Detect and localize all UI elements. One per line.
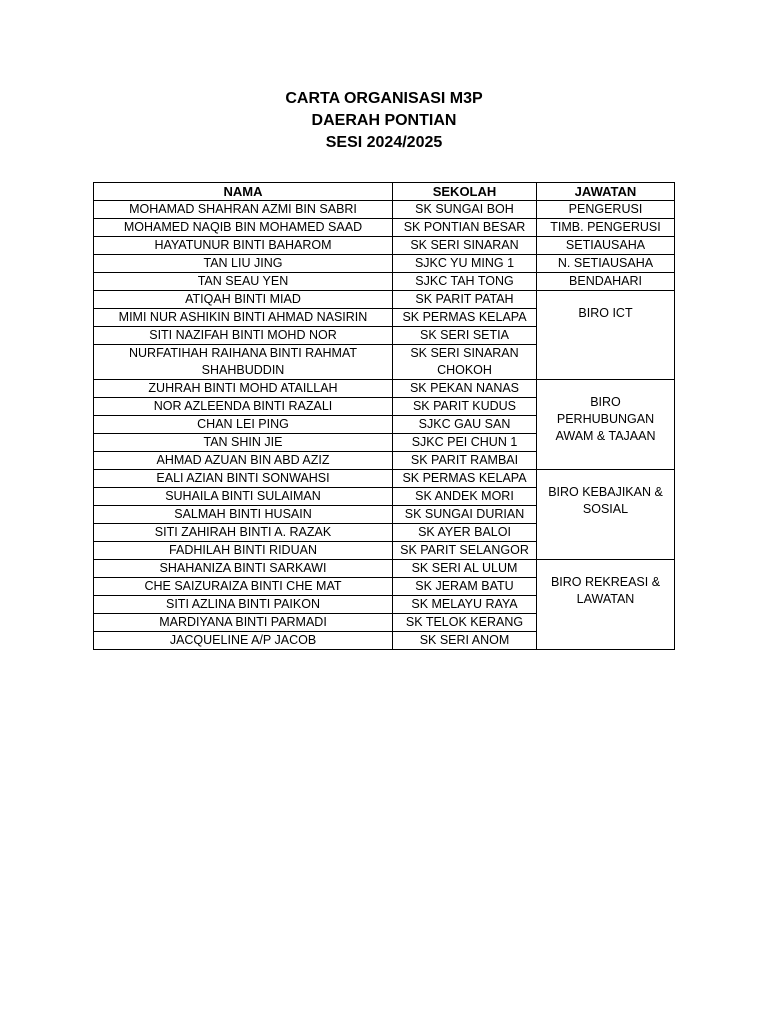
cell-nama: HAYATUNUR BINTI BAHAROM (94, 237, 393, 255)
cell-nama: MIMI NUR ASHIKIN BINTI AHMAD NASIRIN (94, 309, 393, 327)
cell-nama: CHE SAIZURAIZA BINTI CHE MAT (94, 578, 393, 596)
jawatan-line-2: PERHUBUNGAN (556, 412, 655, 426)
header-row (94, 183, 675, 201)
jawatan-line-1: BIRO (590, 395, 621, 409)
cell-sekolah: SK PARIT PATAH (393, 291, 537, 309)
cell-sekolah: SK PARIT RAMBAI (393, 452, 537, 470)
header-nama: NAMA (94, 183, 393, 201)
header-sekolah: SEKOLAH (393, 183, 537, 201)
cell-nama: ZUHRAH BINTI MOHD ATAILLAH (94, 380, 393, 398)
cell-nama: MOHAMED NAQIB BIN MOHAMED SAAD (94, 219, 393, 237)
cell-sekolah-line-2: CHOKOH (437, 363, 492, 377)
cell-sekolah: SK SERI SETIA (393, 327, 537, 345)
cell-sekolah: SK PARIT SELANGOR (393, 542, 537, 560)
cell-nama: SITI NAZIFAH BINTI MOHD NOR (94, 327, 393, 345)
jawatan-line-3: AWAM & TAJAAN (555, 429, 656, 443)
title-line-2: DAERAH PONTIAN (311, 112, 457, 129)
cell-sekolah: SJKC TAH TONG (393, 273, 537, 291)
cell-sekolah (393, 345, 537, 380)
cell-sekolah: SJKC PEI CHUN 1 (393, 434, 537, 452)
cell-nama: SHAHANIZA BINTI SARKAWI (94, 560, 393, 578)
cell-sekolah: SK PERMAS KELAPA (393, 470, 537, 488)
jawatan-line-2: SOSIAL (582, 502, 629, 516)
title-line-1: CARTA ORGANISASI M3P (285, 90, 483, 107)
cell-nama (94, 345, 393, 380)
cell-sekolah: SK MELAYU RAYA (393, 596, 537, 614)
cell-jawatan: TIMB. PENGERUSI (537, 219, 675, 237)
cell-sekolah: SK SERI AL ULUM (393, 560, 537, 578)
cell-jawatan-biro-perhubungan (537, 380, 675, 470)
cell-nama: EALI AZIAN BINTI SONWAHSI (94, 470, 393, 488)
cell-nama: MARDIYANA BINTI PARMADI (94, 614, 393, 632)
jawatan-line-1: BIRO KEBAJIKAN & (548, 485, 663, 499)
cell-sekolah: SK PERMAS KELAPA (393, 309, 537, 327)
cell-sekolah: SK PARIT KUDUS (393, 398, 537, 416)
cell-sekolah: SK SUNGAI DURIAN (393, 506, 537, 524)
cell-nama: TAN SHIN JIE (94, 434, 393, 452)
cell-nama: AHMAD AZUAN BIN ABD AZIZ (94, 452, 393, 470)
table-row (94, 470, 675, 488)
cell-nama: SUHAILA BINTI SULAIMAN (94, 488, 393, 506)
cell-nama-line-2: SHAHBUDDIN (201, 363, 285, 377)
cell-nama: ATIQAH BINTI MIAD (94, 291, 393, 309)
document-title (0, 88, 768, 154)
cell-nama: MOHAMAD SHAHRAN AZMI BIN SABRI (94, 201, 393, 219)
table-row (94, 201, 675, 219)
cell-sekolah: SK SERI ANOM (393, 632, 537, 650)
organization-table (93, 182, 675, 650)
cell-sekolah: SJKC GAU SAN (393, 416, 537, 434)
table-row (94, 380, 675, 398)
cell-sekolah: SJKC YU MING 1 (393, 255, 537, 273)
cell-jawatan-biro-ict: BIRO ICT (537, 291, 675, 380)
cell-sekolah: SK PONTIAN BESAR (393, 219, 537, 237)
cell-nama: CHAN LEI PING (94, 416, 393, 434)
cell-sekolah: SK SERI SINARAN (393, 237, 537, 255)
cell-nama: NOR AZLEENDA BINTI RAZALI (94, 398, 393, 416)
table-row (94, 291, 675, 309)
cell-sekolah-line-1: SK SERI SINARAN (410, 346, 519, 360)
jawatan-line-1: BIRO REKREASI & (550, 575, 661, 589)
table-row (94, 255, 675, 273)
table-row (94, 273, 675, 291)
cell-nama: SITI ZAHIRAH BINTI A. RAZAK (94, 524, 393, 542)
table-row (94, 219, 675, 237)
cell-jawatan: SETIAUSAHA (537, 237, 675, 255)
cell-jawatan: N. SETIAUSAHA (537, 255, 675, 273)
cell-sekolah: SK SUNGAI BOH (393, 201, 537, 219)
cell-sekolah: SK PEKAN NANAS (393, 380, 537, 398)
cell-sekolah: SK AYER BALOI (393, 524, 537, 542)
cell-nama: JACQUELINE A/P JACOB (94, 632, 393, 650)
table-row (94, 237, 675, 255)
cell-nama: FADHILAH BINTI RIDUAN (94, 542, 393, 560)
cell-nama: TAN SEAU YEN (94, 273, 393, 291)
jawatan-line-2: LAWATAN (576, 592, 635, 606)
cell-nama: TAN LIU JING (94, 255, 393, 273)
title-line-3: SESI 2024/2025 (325, 134, 443, 151)
cell-nama-line-1: NURFATIHAH RAIHANA BINTI RAHMAT (128, 346, 358, 360)
cell-jawatan: BENDAHARI (537, 273, 675, 291)
cell-sekolah: SK ANDEK MORI (393, 488, 537, 506)
cell-jawatan-biro-kebajikan (537, 470, 675, 560)
cell-sekolah: SK JERAM BATU (393, 578, 537, 596)
cell-nama: SITI AZLINA BINTI PAIKON (94, 596, 393, 614)
cell-jawatan: PENGERUSI (537, 201, 675, 219)
cell-nama: SALMAH BINTI HUSAIN (94, 506, 393, 524)
table-row (94, 560, 675, 578)
cell-jawatan-biro-rekreasi (537, 560, 675, 650)
cell-sekolah: SK TELOK KERANG (393, 614, 537, 632)
header-jawatan: JAWATAN (537, 183, 675, 201)
